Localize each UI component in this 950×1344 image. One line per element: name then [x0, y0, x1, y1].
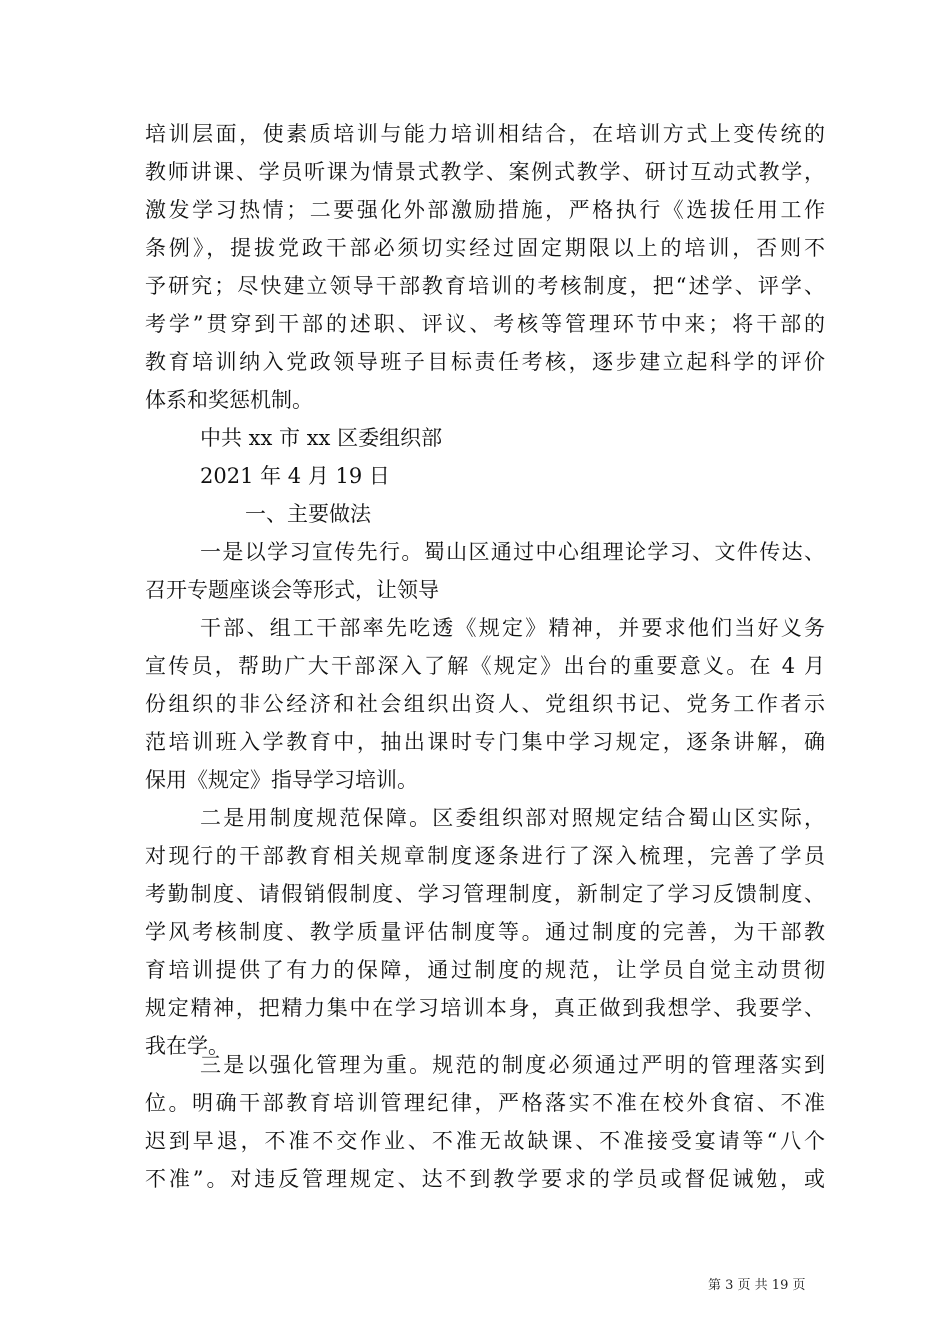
text-line: 宣传员，帮助广大干部深入了解《规定》出台的重要意义。在 4 月 — [145, 654, 825, 678]
text-line: 干部、组工干部率先吃透《规定》精神，并要求他们当好义务 — [200, 616, 825, 640]
text-line: 三是以强化管理为重。规范的制度必须通过严明的管理落实到 — [200, 1053, 825, 1077]
text-line: 育培训提供了有力的保障，通过制度的规范，让学员自觉主动贯彻 — [145, 958, 825, 982]
page-number: 第 3 页 共 19 页 — [708, 1278, 806, 1293]
paragraph-one-a — [145, 533, 825, 609]
text-line: 条例》，提拔党政干部必须切实经过固定期限以上的培训，否则不 — [145, 236, 825, 260]
paragraph-intro — [145, 115, 825, 419]
text-line: 体系和奖惩机制。 — [145, 388, 313, 412]
text-line: 不准”。对违反管理规定、达不到教学要求的学员或督促诫勉，或 — [145, 1167, 825, 1191]
text-line: 培训层面，使素质培训与能力培训相结合，在培训方式上变传统的 — [145, 122, 825, 146]
text-line: 二是用制度规范保障。区委组织部对照规定结合蜀山区实际， — [200, 806, 825, 830]
text-line: 学风考核制度、教学质量评估制度等。通过制度的完善，为干部教 — [145, 920, 825, 944]
text-line: 召开专题座谈会等形式，让领导 — [145, 578, 439, 602]
signature-date — [200, 457, 800, 495]
text-line: 位。明确干部教育培训管理纪律，严格落实不准在校外食宿、不准 — [145, 1091, 825, 1115]
paragraph-two — [145, 799, 825, 1065]
section-heading — [245, 495, 745, 533]
section-heading-text: 一、主要做法 — [245, 502, 371, 526]
text-line: 考勤制度、请假销假制度、学习管理制度，新制定了学习反馈制度、 — [145, 882, 825, 906]
text-line: 规定精神，把精力集中在学习培训本身，真正做到我想学、我要学、 — [145, 996, 825, 1020]
paragraph-one-b — [145, 609, 825, 799]
text-line: 考学”贯穿到干部的述职、评议、考核等管理环节中来；将干部的 — [145, 312, 825, 336]
text-line: 份组织的非公经济和社会组织出资人、党组织书记、党务工作者示 — [145, 692, 825, 716]
text-line: 一是以学习宣传先行。蜀山区通过中心组理论学习、文件传达、 — [200, 540, 825, 564]
paragraph-three — [145, 1046, 825, 1198]
signature-organization — [200, 419, 800, 457]
text-line: 激发学习热情；二要强化外部激励措施，严格执行《选拔任用工作 — [145, 198, 825, 222]
text-line: 保用《规定》指导学习培训。 — [145, 768, 418, 792]
text-line: 教育培训纳入党政领导班子目标责任考核，逐步建立起科学的评价 — [145, 350, 825, 374]
text-line: 予研究；尽快建立领导干部教育培训的考核制度，把“述学、评学、 — [145, 274, 825, 298]
signature-org-text: 中共 xx 市 xx 区委组织部 — [200, 426, 443, 450]
text-line: 对现行的干部教育相关规章制度逐条进行了深入梳理，完善了学员 — [145, 844, 825, 868]
text-line: 范培训班入学教育中，抽出课时专门集中学习规定，逐条讲解，确 — [145, 730, 825, 754]
text-line: 我在学。 — [145, 1034, 229, 1058]
text-line: 迟到早退，不准不交作业、不准无故缺课、不准接受宴请等“八个 — [145, 1129, 825, 1153]
signature-date-text: 2021 年 4 月 19 日 — [200, 464, 390, 488]
text-line: 教师讲课、学员听课为情景式教学、案例式教学、研讨互动式教学， — [145, 160, 825, 184]
